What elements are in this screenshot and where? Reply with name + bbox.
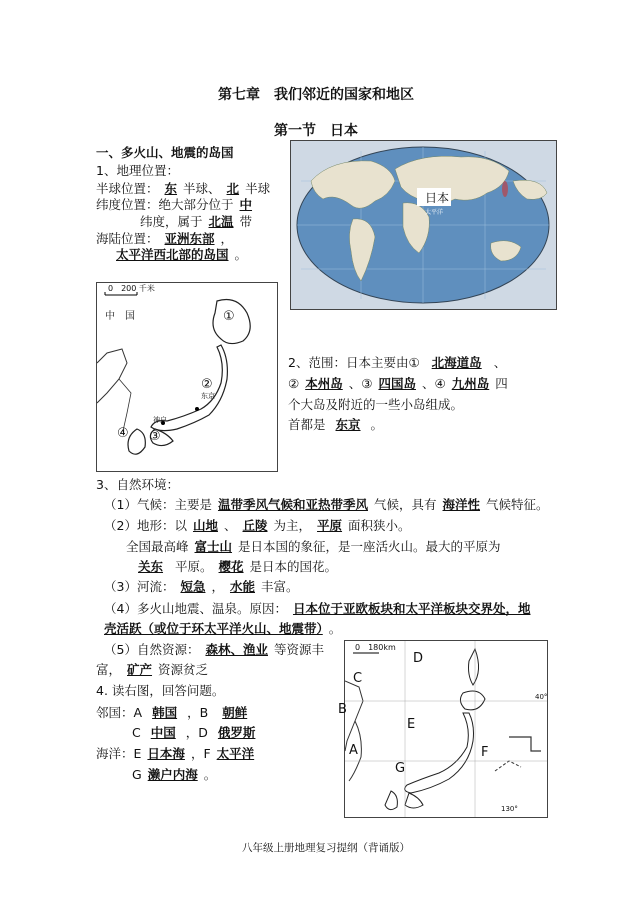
region-map — [344, 640, 548, 818]
map-letter-a: A — [349, 743, 358, 758]
river-line: （3）河流： 短急 ， 水能 丰富。 — [104, 579, 299, 594]
latitude-line: 纬度位置：绝大部分位于 中 — [96, 197, 253, 212]
japan-map-circle-2: ② — [201, 377, 213, 392]
region-map-lat: 40° — [535, 693, 548, 701]
terrain-line: （2）地形：以 山地 、 丘陵 为主， 平原 面积狭小。 — [104, 518, 411, 533]
section-title: 第一节 日本 — [274, 123, 358, 139]
neighbor-line-1: 邻国：A 韩国 ，B 朝鲜 — [96, 705, 248, 720]
climate-line: （1）气候：主要是 温带季风气候和亚热带季风 气候，具有 海洋性 气候特征。 — [104, 497, 549, 512]
map-letter-b: B — [338, 702, 347, 717]
part1-heading: 一、多火山、地震的岛国 — [96, 145, 234, 160]
world-map-japan-label: 日本 — [425, 191, 450, 205]
location-title: 1、地理位置： — [96, 163, 179, 178]
map-letter-d: D — [413, 651, 424, 666]
range-line-3: 个大岛及附近的一些小岛组成。 — [288, 397, 464, 412]
range-line-2: ② 本州岛 、③ 四国岛 、④ 九州岛 四 — [288, 376, 508, 391]
world-map-small-label: 太平洋 — [425, 209, 444, 216]
chapter-title: 第七章 我们邻近的国家和地区 — [218, 87, 414, 103]
sea-land-line: 海陆位置： 亚洲东部 ， — [96, 231, 234, 246]
world-map — [290, 140, 557, 310]
peak-line: 全国最高峰 富士山 是日本国的象征，是一座活火山。最大的平原为 — [126, 539, 501, 554]
japan-map-circle-1: ① — [223, 309, 235, 324]
resource-line-2: 富， 矿产 资源贫乏 — [96, 662, 209, 677]
map-letter-c: C — [353, 671, 363, 686]
japan-map-china: 中 国 — [105, 311, 135, 322]
region-map-lon: 130° — [501, 805, 518, 813]
map-letter-g: G — [395, 761, 406, 776]
quake-line-1: （4）多火山地震、温泉。原因： 日本位于亚欧板块和太平洋板块交界处，地 — [104, 601, 531, 616]
map-letter-f: F — [481, 745, 489, 760]
latitude-line-2: 纬度，属于 北温 带 — [140, 214, 253, 229]
japan-map-circle-4: ④ — [117, 426, 129, 441]
quake-line-2: 壳活跃（或位于环太平洋火山、地震带） 。 — [104, 621, 342, 636]
neighbor-line-2: C 中国 ，D 俄罗斯 — [132, 725, 256, 740]
japan-map-circle-3: ③ — [149, 429, 161, 444]
japan-map-tokyo: 东京 — [201, 392, 215, 400]
range-line-1: 2、范围：日本主要由① 北海道岛 、 — [288, 355, 507, 370]
part3-heading: 3、自然环境： — [96, 477, 179, 492]
footer-text: 八年级上册地理复习提纲（背诵版） — [242, 842, 410, 854]
japan-map — [96, 282, 278, 472]
ocean-line-2: G 濑户内海 。 — [132, 767, 217, 782]
map-letter-e: E — [407, 717, 416, 732]
japan-map-scale: 0 200 千米 — [108, 284, 155, 293]
japan-map-kobe: 神户 — [153, 416, 167, 424]
hemisphere-line: 半球位置： 东 半球、 北 半球 — [96, 181, 271, 196]
region-map-scale: 0 180km — [355, 643, 396, 652]
capital-line: 首都是 东京 。 — [288, 417, 384, 432]
sea-land-line-2: 太平洋西北部的岛国 。 — [116, 247, 248, 262]
ocean-line-1: 海洋：E 日本海 ，F 太平洋 — [96, 746, 255, 761]
resource-line-1: （5）自然资源： 森林、渔业 等资源丰 — [104, 642, 324, 657]
part4-heading: 4. 读右图，回答问题。 — [96, 683, 225, 698]
plain-line: 关东 平原。 樱花 是日本的国花。 — [138, 559, 338, 574]
